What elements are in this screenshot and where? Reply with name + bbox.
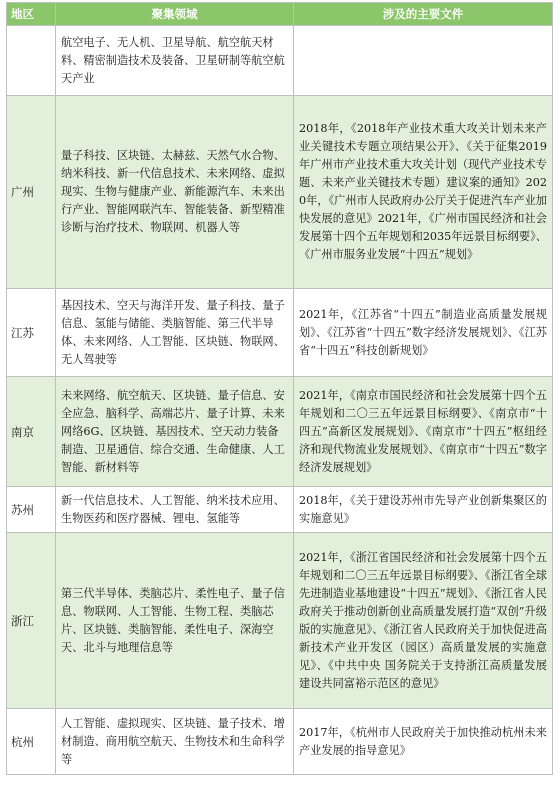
region-cell: 浙江 [7,533,56,709]
fields-cell: 基因技术、空天与海洋开发、量子科技、量子信息、氢能与储能、类脑智能、第三代半导体、未来网络、人工智能、区块链、物联网、无人驾驶等 [56,289,294,377]
header-region: 地区 [7,3,56,26]
table-row [7,533,553,709]
region-cell [7,26,56,96]
fields-cell: 航空电子、无人机、卫星导航、航空航天材料、精密制造技术及装备、卫星研制等航空航天产业 [56,26,294,96]
documents-cell [294,26,553,96]
fields-cell: 新一代信息技术、人工智能、纳米技术应用、生物医药和医疗器械、锂电、氢能等 [56,487,294,533]
documents-cell: 2018年，《2018年产业技术重大攻关计划未来产业关键技术专题立项结果公开》、《关于征集2019年广州市产业技术重大攻关计划（现代产业技术专题、未来产业关键技术专题）建议案的通知》2020年，《广州市人民政府办公厅关于促进汽车产业加快发展的意见》2021年，《广州市国民经济和社会发展第十四个五年规划和2035年远景目标纲要》、《广州市服务业发展“十四五”规划》 [294,96,553,289]
fields-cell: 量子科技、区块链、太赫兹、天然气水合物、纳米科技、新一代信息技术、未来网络、虚拟现实、生物与健康产业、新能源汽车、未来出行产业、智能网联汽车、智能装备、新型精准诊断与治疗技术、物联网、机器人等 [56,96,294,289]
region-cell: 苏州 [7,487,56,533]
documents-cell: 2021年，《南京市国民经济和社会发展第十四个五年规划和二〇三五年远景目标纲要》、《南京市“十四五”高新区发展规划》、《南京市“十四五”枢纽经济和现代物流业发展规划》、《南京市“十四五”数字经济发展规划》 [294,377,553,487]
documents-cell: 2018年，《关于建设苏州市先导产业创新集聚区的实施意见》 [294,487,553,533]
documents-cell: 2017年，《杭州市人民政府关于加快推动杭州未来产业发展的指导意见》 [294,709,553,775]
header-documents: 涉及的主要文件 [294,3,553,26]
region-cell: 杭州 [7,709,56,775]
table-row [7,289,553,377]
table-row [7,26,553,96]
documents-cell: 2021年，《江苏省“十四五”制造业高质量发展规划》、《江苏省“十四五”数字经济发展规划》、《江苏省“十四五”科技创新规划》 [294,289,553,377]
table-row [7,96,553,289]
fields-cell: 第三代半导体、类脑芯片、柔性电子、量子信息、物联网、人工智能、生物工程、类脑芯片、区块链、类脑智能、柔性电子、深海空天、北斗与地理信息等 [56,533,294,709]
table-header-row [7,3,553,26]
region-cell: 江苏 [7,289,56,377]
industry-cluster-table [6,2,553,775]
table-row [7,709,553,775]
table-row [7,487,553,533]
fields-cell: 未来网络、航空航天、区块链、量子信息、安全应急、脑科学、高端芯片、量子计算、未来网络6G、区块链、基因技术、空天动力装备制造、卫星通信、综合交通、生命健康、人工智能、新材料等 [56,377,294,487]
region-cell: 广州 [7,96,56,289]
table-row [7,377,553,487]
region-cell: 南京 [7,377,56,487]
documents-cell: 2021年，《浙江省国民经济和社会发展第十四个五年规划和二〇三五年远景目标纲要》、《浙江省全球先进制造业基地建设“十四五”规划》、《浙江省人民政府关于推动创新创业高质量发展打造“双创”升级版的实施意见》、《浙江省人民政府关于加快促进高新技术产业开发区（园区）高质量发展的实施意见》、《中共中央 国务院关于支持浙江高质量发展建设共同富裕示范区的意见》 [294,533,553,709]
header-fields: 聚集领域 [56,3,294,26]
fields-cell: 人工智能、虚拟现实、区块链、量子技术、增材制造、商用航空航天、生物技术和生命科学等 [56,709,294,775]
